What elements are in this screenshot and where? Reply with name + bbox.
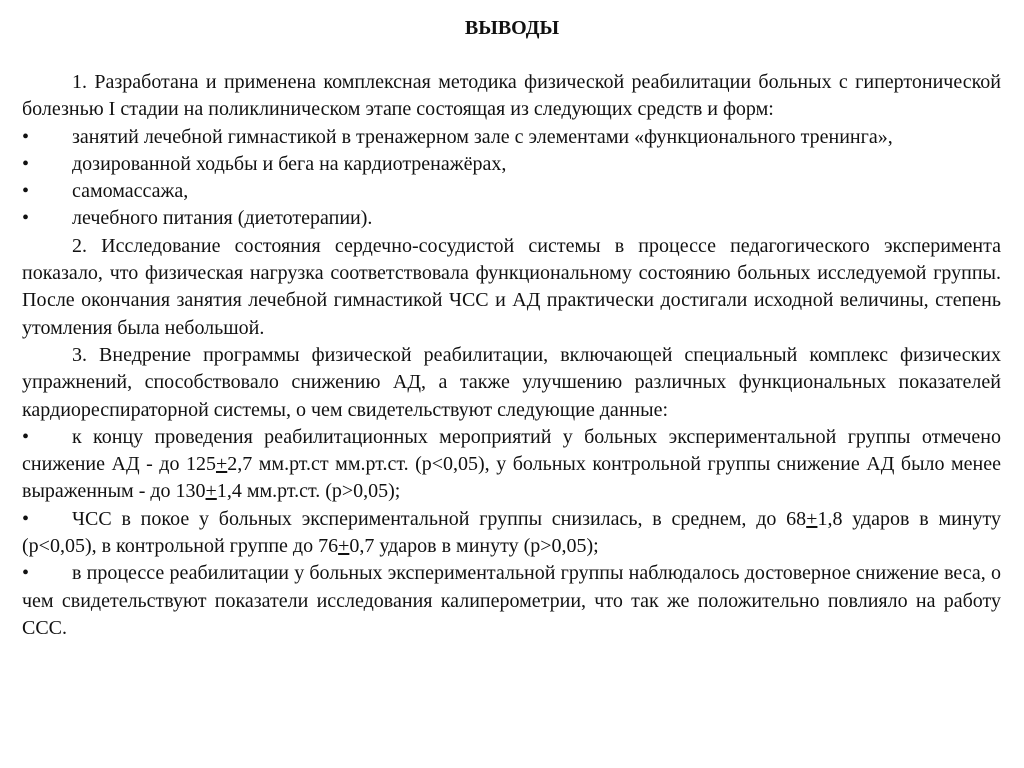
list-item	[22, 506, 1001, 561]
bullet-marker: •	[22, 425, 30, 448]
bullet-marker: •	[22, 507, 30, 530]
list-item-text: самомассажа,	[72, 180, 189, 203]
list-item-text: 1,4 мм.рт.ст. (р>0,05);	[216, 480, 401, 503]
list-item-text: занятий лечебной гимнастикой в тренажерном зале с элементами «функционального тренинга»,	[72, 125, 893, 148]
list-item	[22, 178, 1001, 205]
conclusion-2-paragraph: 2. Исследование состояния сердечно-сосудистой системы в процессе педагогического эксперимента показало, что физическая нагрузка соответствовала функциональному состоянию больных исследуемой группы. После окончания занятия лечебной гимнастикой ЧСС и АД практически достигали исходной величины, степень утомления была небольшой.	[22, 234, 1001, 339]
list-item	[22, 424, 1001, 506]
page-title: ВЫВОДЫ	[464, 17, 560, 39]
list-item-text: ЧСС в покое у больных экспериментальной группы снизилась, в среднем, до 68	[72, 507, 807, 530]
conclusion-3-paragraph: 3. Внедрение программы физической реабилитации, включающей специальный комплекс физических упражнений, способствовало снижению АД, а также улучшению различных функциональных показателей кардиореспираторной системы, о чем свидетельствуют следующие данные:	[22, 343, 1001, 421]
bullet-marker: •	[22, 125, 30, 148]
bullet-marker: •	[22, 180, 30, 203]
plus-minus-sign: +	[338, 535, 350, 558]
bullet-marker: •	[22, 562, 30, 585]
document-body	[22, 69, 1001, 642]
list-item-text: 1,8 ударов в минуту (р<0,05), в контрольной группе до 76	[22, 507, 1002, 558]
plus-minus-sign: +	[215, 453, 228, 476]
list-item-text: дозированной ходьбы и бега на кардиотренажёрах,	[72, 152, 507, 175]
list-item-text: 2,7 мм.рт.ст мм.рт.ст. (р<0,05), у больных контрольной группы снижение АД было менее выраженным - до 130	[22, 453, 1002, 503]
list-item	[22, 560, 1001, 642]
list-item	[22, 205, 1001, 232]
list-item-text: лечебного питания (диетотерапии).	[72, 207, 373, 230]
list-item	[22, 151, 1001, 178]
conclusion-1-paragraph: 1. Разработана и применена комплексная методика физической реабилитации больных с гипертонической болезнью I стадии на поликлиническом этапе состоящая из следующих средств и форм:	[22, 71, 1001, 121]
plus-minus-sign: +	[205, 480, 217, 503]
list-item	[22, 124, 1001, 151]
list-item-text: 0,7 ударов в минуту (р>0,05);	[349, 535, 599, 558]
list-item-text: к концу проведения реабилитационных мероприятий у больных экспериментальной группы отмечено снижение АД - до 125	[22, 425, 1001, 476]
bullet-marker: •	[22, 152, 30, 175]
plus-minus-sign: +	[806, 507, 818, 530]
list-item-text: в процессе реабилитации у больных экспериментальной группы наблюдалось достоверное снижение веса, о чем свидетельствуют показатели исследования калиперометрии, что так же положительно повлияло на работу ССС.	[22, 562, 1001, 639]
bullet-marker: •	[22, 207, 30, 230]
